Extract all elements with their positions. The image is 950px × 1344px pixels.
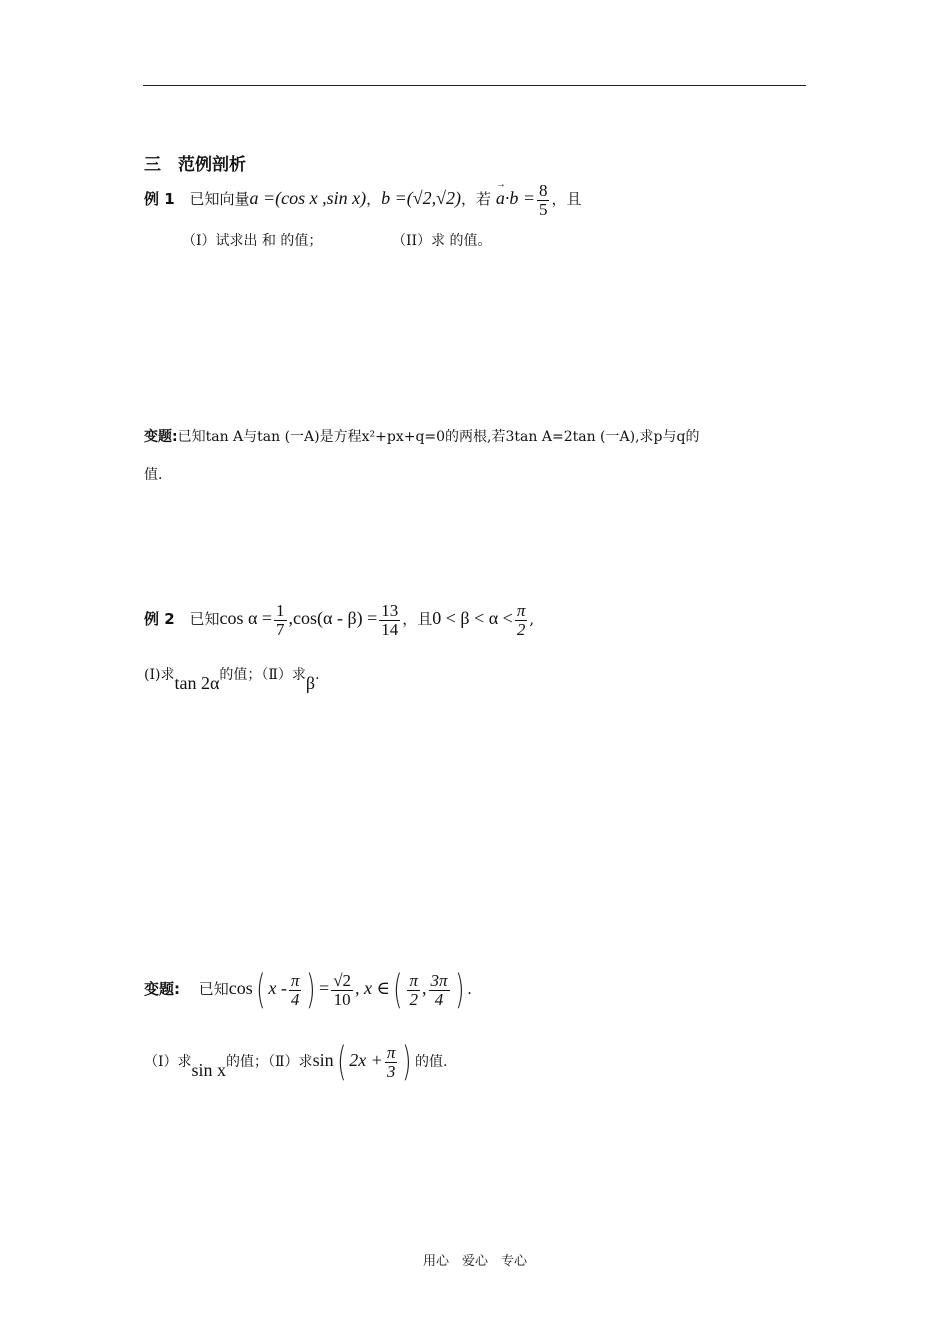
right-paren: ) (402, 1039, 412, 1085)
comma: ， (366, 190, 382, 208)
variant-2: 变题: 已知cos( x - $\frac{\pi}{4}$ ) = $\frac{√2}{10}$ , x ∈( $\frac{\pi}{2}$ , $\frac{3\pi}{4}$ ) . (144, 967, 472, 1013)
q-prefix: (Ⅰ)求 (144, 667, 175, 683)
q-end: . (315, 667, 320, 683)
cos-function: cos (228, 978, 253, 998)
fraction-pi-2 (407, 972, 420, 1009)
end-comma: , (529, 610, 535, 628)
x-in: , x ∈ (355, 978, 390, 998)
example-2-label: 例 2 (144, 610, 175, 628)
example-1-question-2: （II）求 的值。 (392, 233, 492, 249)
variant-1-line-2: 值. (144, 467, 163, 483)
section-title: 三 范例剖析 (144, 155, 246, 175)
example-2-questions (144, 655, 320, 693)
tan-2-alpha: tan 2α (174, 673, 220, 693)
fraction-3pi-4 (429, 972, 450, 1009)
equals: = (319, 978, 330, 998)
example-1 (144, 176, 581, 221)
fraction-numerator: 8 (538, 180, 548, 200)
variant-2-label: 变题: (144, 980, 180, 998)
q1-mid: 的值；（Ⅱ）求 (226, 1054, 313, 1070)
variant-2-lead: 已知 (198, 980, 229, 998)
cos-alpha-minus-beta: ,cos(α - β) = (288, 608, 378, 628)
variant-2-questions (144, 1032, 447, 1090)
ruo-text: ，若 (461, 190, 492, 208)
fraction-sqrt2-10 (331, 972, 353, 1009)
qie-text: ，且 (402, 610, 433, 628)
inequality: 0 < β < α < (432, 608, 513, 628)
fraction-denominator: 5 (538, 199, 548, 219)
sin-x: sin x (191, 1060, 227, 1080)
dot-product-b: ·b = (504, 188, 535, 208)
fraction-numerator: π (386, 1042, 396, 1062)
q1-prefix: （Ⅰ）求 (144, 1054, 192, 1070)
sin-function: sin (312, 1050, 334, 1070)
vector-a-symbol: → a (496, 176, 505, 220)
example-2 (144, 596, 534, 641)
q-mid: 的值；（Ⅱ）求 (219, 667, 306, 683)
fraction-1-7 (274, 602, 287, 639)
vector-b-equation: b =(√2,√2) (381, 188, 462, 208)
fraction-numerator: π (290, 970, 300, 990)
variant-1-label: 变题: (144, 429, 178, 445)
fraction-denominator: 2 (516, 619, 526, 639)
variant-1-line-1 (144, 426, 699, 446)
fraction-8-5 (537, 182, 550, 219)
fraction-13-14 (379, 602, 400, 639)
fraction-pi-4 (289, 972, 302, 1009)
example-1-question-1: （I）试求出 和 的值； (182, 233, 323, 249)
fraction-numerator: 1 (276, 600, 285, 620)
cos-alpha: cos α = (219, 608, 273, 628)
right-paren: ) (306, 967, 316, 1013)
fraction-pi-2 (515, 602, 528, 639)
fraction-denominator: 3 (386, 1061, 396, 1081)
fraction-numerator: π (409, 970, 418, 990)
vector-a-equation: a =(cos x ,sin x) (249, 188, 367, 208)
variant-1-text: 已知tan A与tan (一A)是方程x²+px+q=0的两根,若3tan A=2tan (一A),求p与q的 (177, 429, 700, 445)
header-rule (143, 85, 806, 86)
x-minus: x - (268, 978, 287, 998)
fraction-denominator: 2 (409, 989, 418, 1009)
fraction-denominator: 14 (381, 619, 399, 639)
fraction-numerator: 13 (381, 600, 399, 620)
fraction-denominator: 10 (333, 989, 351, 1009)
fraction-numerator: 3π (430, 970, 448, 990)
example-2-lead: 已知 (189, 610, 220, 628)
fraction-pi-3 (385, 1044, 398, 1081)
left-paren: ( (392, 967, 403, 1013)
left-paren: ( (255, 967, 266, 1013)
tail-text: ，且 (551, 190, 582, 208)
beta: β (305, 673, 316, 693)
right-paren: ) (454, 967, 465, 1013)
2x-plus: 2x + (349, 1050, 383, 1070)
fraction-numerator: π (516, 600, 526, 620)
page-footer: 用心 爱心 专心 (422, 1254, 527, 1269)
fraction-denominator: 7 (276, 619, 285, 639)
fraction-denominator: 4 (290, 989, 300, 1009)
example-1-label: 例 1 (144, 190, 175, 208)
period: . (467, 980, 472, 998)
q2-end: 的值. (414, 1054, 448, 1070)
left-paren: ( (336, 1039, 347, 1085)
example-1-lead: 已知向量 (189, 190, 250, 208)
fraction-denominator: 4 (434, 989, 444, 1009)
fraction-numerator: √2 (333, 970, 352, 990)
